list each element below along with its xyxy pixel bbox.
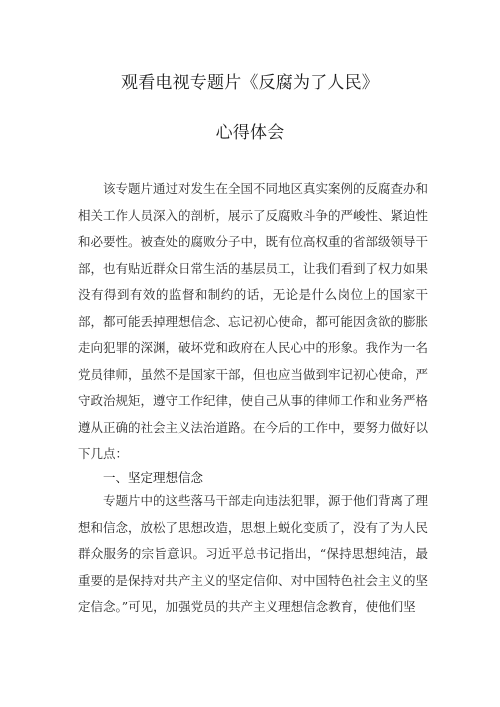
- intro-paragraph: 该专题片通过对发生在全国不同地区真实案例的反腐查办和相关工作人员深入的剖析，展示了反腐败斗争的严峻性、紧迫性和必要性。被查处的腐败分子中，既有位高权重的省部级领导干部，也有贴近群众日常生活的基层员工，让我们看到了权力如果没有得到有效的监督和制约的话，无论是什么岗位上的国家干部，都可能丢掉理想信念、忘记初心使命，都可能因贪欲的膨胀走向犯罪的深渊，破坏党和政府在人民心中的形象。我作为一名党员律师，虽然不是国家干部，但也应当做到牢记初心使命，严守政治规矩，遵守工作纪律，使自己从事的律师工作和业务严格遵从正确的社会主义法治道路。在今后的工作中，要努力做好以下几点：: [78, 181, 429, 461]
- section-heading: 一、坚定理想信念: [103, 470, 204, 485]
- document-title: 观看电视专题片《反腐为了人民》: [121, 73, 379, 93]
- document-subtitle: 心得体会: [215, 123, 285, 143]
- section-paragraph: 专题片中的这些落马干部走向违法犯罪，源于他们背离了理想和信念，放松了思想改造，思想上蜕化变质了，没有了为人民群众服务的宗旨意识。习近平总书记指出，“保持思想纯洁，最重要的是保持对共产主义的坚定信仰、对中国特色社会主义的坚定信念。”可见，加强党员的共产主义理想信念教育，使他们坚: [78, 493, 429, 614]
